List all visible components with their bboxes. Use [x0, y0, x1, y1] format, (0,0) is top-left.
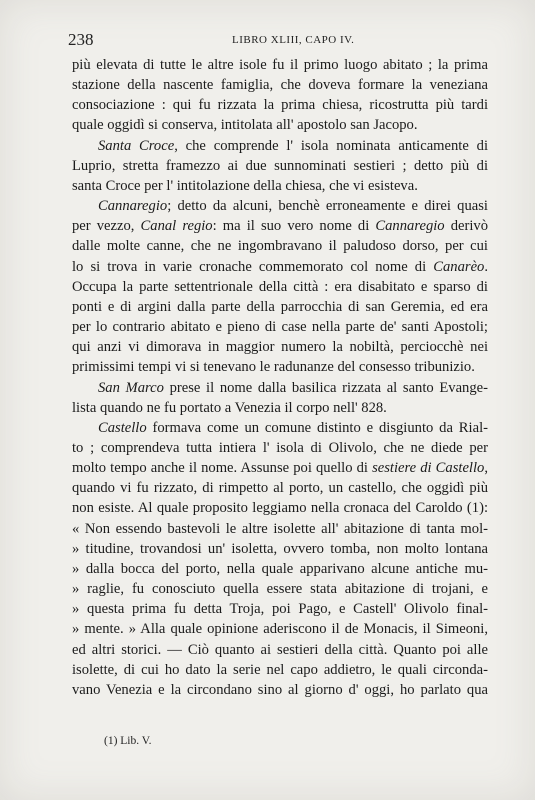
text-line	[72, 297, 488, 317]
text-run: to ; comprendeva tutta intiera l' isola di Olivolo, che ne diede per	[72, 439, 488, 456]
text-run: ed altri storici. — Ciò quanto ai sestieri della città. Quanto poi alle	[72, 641, 488, 658]
page-header	[0, 30, 535, 50]
text-run: lo si trova in varie cronache commemorato col nome di	[72, 258, 434, 275]
text-run: quando vi fu rizzato, di rimpetto al porto, un castello, che oggidì più	[72, 480, 488, 497]
text-line	[72, 680, 488, 700]
text-line	[72, 519, 488, 539]
page-number: 238	[68, 30, 94, 49]
text-run: ponti e di argini dalla parte della parrocchia di san Geremia, ed era	[72, 298, 488, 315]
text-line	[72, 75, 488, 95]
text-line	[72, 337, 488, 357]
text-line	[72, 438, 488, 458]
text-line	[72, 236, 488, 256]
text-run: lista quando ne fu portato a Venezia il corpo nell' 828.	[72, 399, 387, 416]
text-run: ; detto da alcuni, benchè erroneamente e direi quasi	[167, 198, 488, 215]
text-run: più elevata di tutte le altre isole fu il primo luogo abitato ; la prima	[72, 57, 488, 73]
italic-term: Cannaregio	[375, 218, 445, 235]
text-run: , che comprende l' isola nominata anticamente di	[174, 137, 489, 154]
text-line	[72, 176, 488, 196]
italic-term: sestiere di Castello	[372, 460, 485, 477]
text-line	[72, 257, 488, 277]
text-run: derivò	[444, 218, 488, 235]
text-run: vano Venezia e la circondano sino al giorno d' oggi, ho parlato qua	[72, 681, 488, 698]
italic-term: Castello	[98, 419, 147, 436]
italic-term: San Marco	[98, 379, 164, 396]
text-run: » questa prima fu detta Troja, poi Pago, e Castell' Olivolo final-	[72, 601, 488, 618]
text-run: dalle molte canne, che ne ingombravano il paludoso dorso, per cui	[72, 238, 488, 255]
text-line	[72, 660, 488, 680]
text-run: » raglie, fu conosciuto quella essere stata abitazione di trojani, e	[72, 581, 488, 598]
text-run: primissimi tempi vi si tenevano le radunanze del consesso tribunizio.	[72, 359, 475, 376]
text-run: non esiste. Al quale proposito leggiamo nella cronaca del Caroldo (1):	[72, 500, 488, 517]
text-line	[72, 196, 488, 216]
text-run: ,	[484, 460, 488, 477]
italic-term: Cannaregio	[98, 198, 168, 215]
text-run: formava come un comune distinto e disgiunto da Rial-	[146, 419, 488, 436]
text-line	[72, 136, 488, 156]
text-run: santa Croce per l' intitolazione della chiesa, che vi esisteva.	[72, 177, 418, 194]
text-line	[72, 458, 488, 478]
text-line	[72, 277, 488, 297]
text-line	[72, 559, 488, 579]
footnote: (1) Lib. V.	[104, 735, 152, 747]
text-line	[72, 418, 488, 438]
text-run: consociazione : qui fu rizzata la prima chiesa, ricostrutta più tardi	[72, 97, 488, 114]
text-run: molto tempo anche il nome. Assunse poi quello di	[72, 460, 373, 477]
italic-term: Canarèo	[433, 258, 485, 275]
text-line	[72, 640, 488, 660]
text-line	[72, 95, 488, 115]
text-line	[72, 478, 488, 498]
text-run: quale oggidì si conserva, intitolata all' apostolo san Jacopo.	[72, 117, 418, 134]
text-run: qui anzi vi dimorava in maggior numero la nobiltà, perciocchè nei	[72, 339, 488, 356]
text-line	[72, 599, 488, 619]
text-run: Luprio, stretta framezzo ai due sunnominati sestieri ; detto più di	[72, 157, 488, 174]
italic-term: Santa Croce	[98, 137, 175, 154]
text-line	[72, 357, 488, 377]
text-line	[72, 619, 488, 639]
body-text	[72, 55, 488, 700]
text-run: « Non essendo bastevoli le altre isolette all' abitazione di tanta mol-	[72, 520, 488, 537]
text-line	[72, 378, 488, 398]
text-run: stazione della nascente famiglia, che doveva formare la veneziana	[72, 77, 488, 94]
text-run: per lo contrario abitato e pieno di case nella parte de' santi Apostoli;	[72, 319, 488, 336]
text-line	[72, 317, 488, 337]
text-line	[72, 398, 488, 418]
text-line	[72, 579, 488, 599]
text-run: .	[484, 258, 488, 275]
text-run: » titudine, trovandosi un' isoletta, ovvero tomba, non molto lontana	[72, 540, 488, 557]
text-line	[72, 115, 488, 135]
running-head: LIBRO XLIII, CAPO IV.	[232, 34, 355, 46]
text-run: » dalla bocca del porto, nella quale apparivano alcune antiche mu-	[72, 560, 488, 577]
text-run: Occupa la parte settentrionale della città : era disabitato e sparso di	[72, 278, 488, 295]
text-line	[72, 216, 488, 236]
text-line	[72, 498, 488, 518]
text-run: isolette, di cui ho dato la serie nel capo addietro, le quali circonda-	[72, 661, 488, 678]
text-line	[72, 55, 488, 75]
text-line	[72, 539, 488, 559]
text-run: per vezzo,	[72, 218, 141, 235]
text-run: : ma il suo vero nome di	[212, 218, 376, 235]
text-run: prese il nome dalla basilica rizzata al santo Evange-	[163, 379, 488, 396]
text-line	[72, 156, 488, 176]
italic-term: Canal regio	[140, 218, 213, 235]
text-run: » mente. » Alla quale opinione aderiscono il de Monacis, il Simeoni,	[72, 621, 488, 638]
